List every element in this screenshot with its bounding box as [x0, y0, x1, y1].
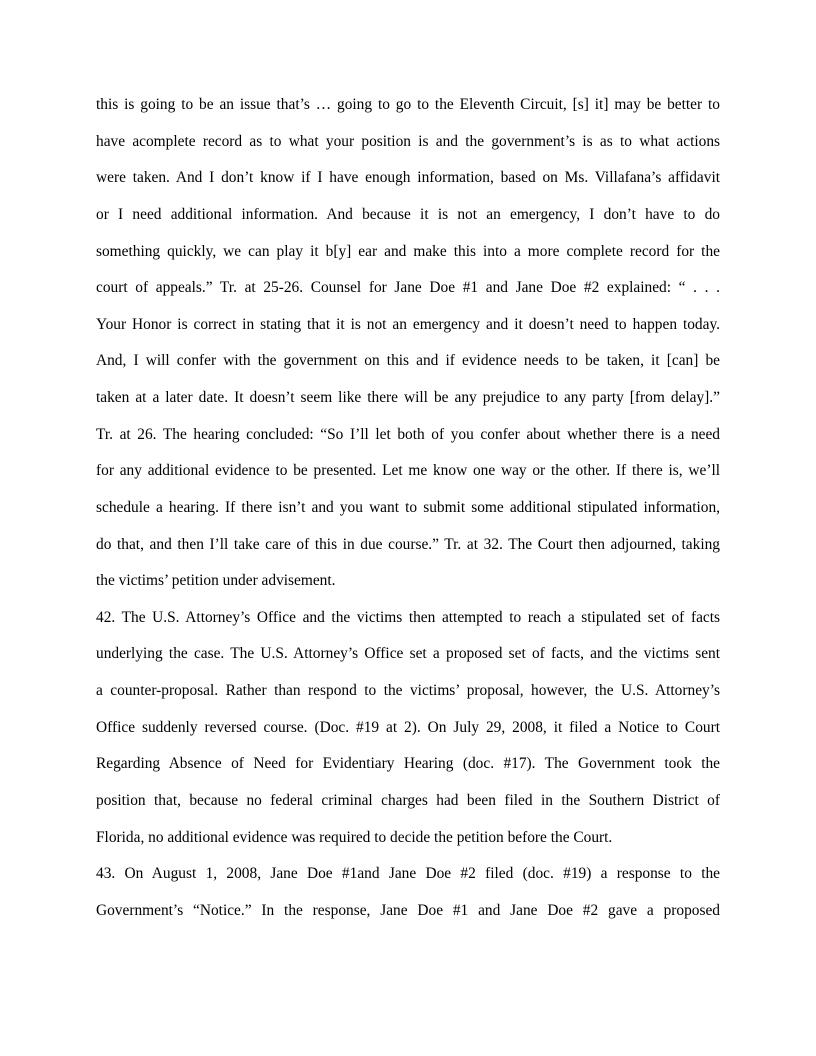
text-line: underlying the case. The U.S. Attorney’s Office set a proposed set of facts, and the victims sent — [96, 645, 720, 663]
text-line: schedule a hearing. If there isn’t and you want to submit some additional stipulated information, — [96, 498, 720, 516]
body-text — [96, 93, 720, 935]
text-line: taken at a later date. It doesn’t seem like there will be any prejudice to any party [from delay].” — [96, 389, 720, 406]
text-line: Tr. at 26. The hearing concluded: “So I’ll let both of you confer about whether there is a need — [96, 425, 720, 443]
text-line: have acomplete record as to what your position is and the government’s is as to what actions — [96, 132, 720, 150]
text-line: 42. The U.S. Attorney’s Office and the victims then attempted to reach a stipulated set of facts — [96, 608, 720, 626]
text-line: were taken. And I don’t know if I have enough information, based on Ms. Villafana’s affidavit — [96, 169, 720, 187]
text-line: something quickly, we can play it b[y] ear and make this into a more complete record for the — [96, 242, 720, 260]
text-line: Regarding Absence of Need for Evidentiary Hearing (doc. #17). The Government took the — [96, 755, 720, 773]
text-line: position that, because no federal criminal charges had been filed in the Southern District of — [96, 791, 720, 809]
text-line: Florida, no additional evidence was required to decide the petition before the Court. — [96, 828, 613, 846]
text-line: a counter-proposal. Rather than respond to the victims’ proposal, however, the U.S. Attorney’s — [96, 682, 720, 699]
text-line: Government’s “Notice.” In the response, Jane Doe #1 and Jane Doe #2 gave a proposed — [96, 901, 720, 919]
text-line: the victims’ petition under advisement. — [96, 572, 336, 590]
text-line: this is going to be an issue that’s … going to go to the Eleventh Circuit, [s] it] may be better to — [96, 96, 720, 113]
text-line: Your Honor is correct in stating that it is not an emergency and it doesn’t need to happen today. — [96, 315, 720, 333]
text-line: or I need additional information. And because it is not an emergency, I don’t have to do — [96, 205, 720, 223]
text-line: for any additional evidence to be presented. Let me know one way or the other. If there is, we’ll — [96, 462, 720, 480]
text-line: 43. On August 1, 2008, Jane Doe #1and Jane Doe #2 filed (doc. #19) a response to the — [96, 865, 720, 883]
text-line: do that, and then I’ll take care of this in due course.” Tr. at 32. The Court then adjourned, taking — [96, 535, 720, 553]
text-line: And, I will confer with the government on this and if evidence needs to be taken, it [can] be — [96, 352, 720, 370]
text-line: Office suddenly reversed course. (Doc. #19 at 2). On July 29, 2008, it filed a Notice to Court — [96, 718, 720, 736]
text-line: court of appeals.” Tr. at 25-26. Counsel for Jane Doe #1 and Jane Doe #2 explained: “ . . . — [96, 279, 720, 297]
